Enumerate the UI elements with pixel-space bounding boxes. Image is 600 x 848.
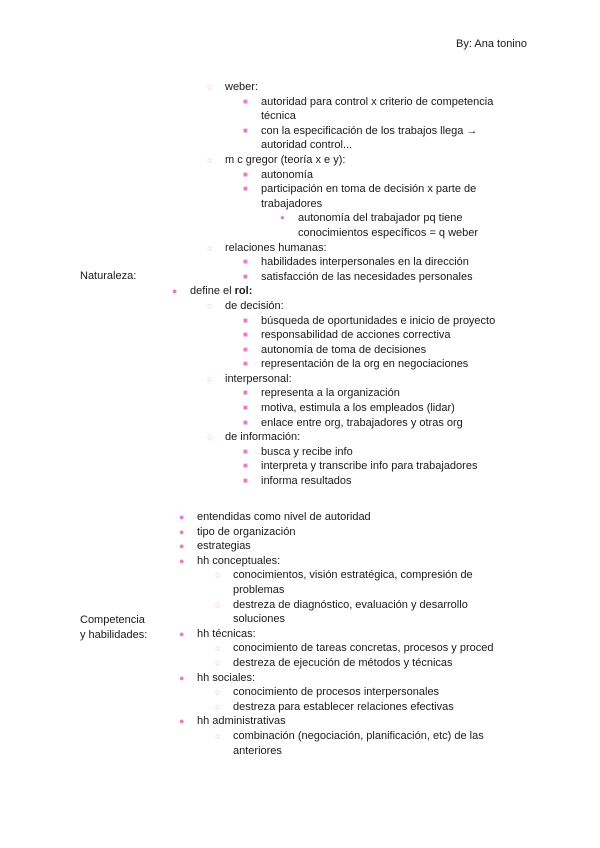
square-bullet-icon: ■ xyxy=(243,344,248,354)
list-item xyxy=(0,729,600,758)
dot-bullet-icon: ● xyxy=(172,286,178,297)
square-bullet-icon: ■ xyxy=(243,359,248,369)
list-item xyxy=(0,656,600,671)
dot-bullet-icon: ● xyxy=(179,628,185,639)
list-item-text xyxy=(190,284,600,299)
square-bullet-icon: ■ xyxy=(243,476,248,486)
list-item-text: m c gregor (teoría x e y): xyxy=(225,153,346,166)
list-item xyxy=(0,182,600,211)
list-item xyxy=(0,539,600,554)
list-item-text: conocimiento de tareas concretas, procesos y proced xyxy=(233,642,494,655)
square-bullet-icon: ■ xyxy=(243,169,248,179)
naturaleza-list xyxy=(0,80,600,489)
circle-bullet-icon: ○ xyxy=(207,154,213,165)
list-item-text: satisfacción de las necesidades personales xyxy=(261,270,473,283)
list-item xyxy=(0,554,600,569)
list-item-text: autonomía xyxy=(261,168,313,181)
list-item-text: tipo de organización xyxy=(197,525,296,538)
list-item xyxy=(0,357,600,372)
list-item xyxy=(0,401,600,416)
list-item xyxy=(0,80,600,95)
list-item-text: problemas xyxy=(233,583,285,596)
list-item xyxy=(0,372,600,387)
list-item-text: hh administrativas xyxy=(197,715,286,728)
square-bullet-icon: ■ xyxy=(243,257,248,267)
dot-bullet-icon: ● xyxy=(179,555,185,566)
circle-bullet-icon: ○ xyxy=(215,687,221,698)
list-item xyxy=(0,168,600,183)
list-item-text: autoridad control... xyxy=(261,139,353,152)
list-item xyxy=(0,568,600,597)
circle-bullet-icon: ○ xyxy=(207,432,213,443)
list-item-text: autonomía del trabajador pq tiene xyxy=(298,212,463,225)
circle-bullet-icon: ○ xyxy=(215,657,221,668)
square-bullet-icon: ■ xyxy=(243,271,248,281)
list-item-text: búsqueda de oportunidades e inicio de proyecto xyxy=(261,314,496,327)
list-item xyxy=(0,714,600,729)
list-item-text: conocimientos específicos = q weber xyxy=(298,226,479,239)
dot-bullet-icon: ● xyxy=(179,512,185,522)
list-item xyxy=(0,211,600,240)
list-item-text: soluciones xyxy=(233,613,285,626)
list-item-text: con la especificación de los trabajos llega → xyxy=(261,124,478,137)
author-credit: By: Ana tonino xyxy=(456,38,527,50)
list-item-text: representación de la org en negociaciones xyxy=(261,358,469,371)
circle-bullet-icon: ○ xyxy=(215,643,221,654)
list-item-text: habilidades interpersonales en la dirección xyxy=(261,256,469,269)
section-label-line: Competencia xyxy=(80,614,145,626)
list-item-text: autonomía de toma de decisiones xyxy=(261,343,427,356)
list-item-text: de información: xyxy=(225,431,301,444)
list-item-text: motiva, estimula a los empleados (lidar) xyxy=(261,402,455,415)
circle-bullet-icon: ○ xyxy=(207,242,213,253)
list-item xyxy=(0,641,600,656)
list-item xyxy=(0,416,600,431)
list-item-text: técnica xyxy=(261,110,296,123)
list-item xyxy=(0,510,600,525)
list-item-text: combinación (negociación, planificación, etc) de las xyxy=(233,729,484,742)
list-item-text: trabajadores xyxy=(261,197,323,210)
section-label-naturaleza: Naturaleza: xyxy=(80,270,137,282)
list-item xyxy=(0,671,600,686)
square-bullet-icon: ■ xyxy=(243,403,248,413)
list-item-text: busca y recibe info xyxy=(261,445,353,458)
list-item-text: de decisión: xyxy=(225,299,284,312)
circle-bullet-icon: ○ xyxy=(207,82,213,92)
list-item-text: participación en toma de decisión x parte de xyxy=(261,183,477,196)
circle-bullet-icon: ○ xyxy=(215,570,221,581)
list-item xyxy=(0,386,600,401)
list-item xyxy=(0,445,600,460)
list-item-text: anteriores xyxy=(233,744,282,757)
list-item-text: conocimiento de procesos interpersonales xyxy=(233,686,440,699)
list-item-text: enlace entre org, trabajadores y otras org xyxy=(261,416,463,429)
competencia-list xyxy=(0,510,600,758)
list-item xyxy=(0,124,600,153)
dot-bullet-icon: ● xyxy=(179,672,185,683)
rol-bold: rol: xyxy=(234,285,253,298)
circle-bullet-icon: ○ xyxy=(207,300,213,311)
list-item xyxy=(0,700,600,715)
dot-bullet-icon: ● xyxy=(179,526,185,537)
square-bullet-icon: ■ xyxy=(243,96,248,106)
list-item xyxy=(0,627,600,642)
list-item xyxy=(0,685,600,700)
list-item-text: interpreta y transcribe info para trabajadores xyxy=(261,460,478,473)
list-item-text: responsabilidad de acciones correctiva xyxy=(261,329,451,342)
list-item xyxy=(0,284,600,299)
square-bullet-icon: ■ xyxy=(243,184,248,194)
list-item xyxy=(0,270,600,285)
list-item xyxy=(0,474,600,489)
circle-bullet-icon: ○ xyxy=(215,730,221,741)
list-item xyxy=(0,153,600,168)
list-item-text: estrategias xyxy=(197,540,251,553)
list-item-text: hh sociales: xyxy=(197,671,256,684)
list-item-text: destreza para establecer relaciones efectivas xyxy=(233,700,454,713)
square-bullet-icon: ■ xyxy=(243,417,248,427)
list-item-text: conocimientos, visión estratégica, compresión de xyxy=(233,569,473,582)
list-item-text: destreza de ejecución de métodos y técnicas xyxy=(233,656,453,669)
list-item-text: informa resultados xyxy=(261,475,352,488)
list-item xyxy=(0,255,600,270)
list-item xyxy=(0,328,600,343)
list-item xyxy=(0,525,600,540)
rol-prefix: define el xyxy=(190,285,235,298)
list-item xyxy=(0,430,600,445)
list-item-text: destreza de diagnóstico, evaluación y desarrollo xyxy=(233,598,468,611)
list-item xyxy=(0,314,600,329)
square-bullet-icon: ■ xyxy=(243,388,248,398)
list-item xyxy=(0,299,600,314)
dot-bullet-icon: ● xyxy=(179,716,185,727)
list-item xyxy=(0,459,600,474)
list-item-text: weber: xyxy=(225,81,259,93)
square-bullet-icon: ■ xyxy=(243,461,248,471)
list-item-text: hh técnicas: xyxy=(197,627,256,640)
square-bullet-icon: ■ xyxy=(243,125,248,135)
dot-bullet-icon: ● xyxy=(280,213,285,223)
dot-bullet-icon: ● xyxy=(179,541,185,552)
list-item xyxy=(0,598,600,627)
list-item-text: entendidas como nivel de autoridad xyxy=(197,511,371,523)
list-item xyxy=(0,343,600,358)
list-item xyxy=(0,241,600,256)
section-label-line: y habilidades: xyxy=(80,628,148,641)
square-bullet-icon: ■ xyxy=(243,315,248,325)
square-bullet-icon: ■ xyxy=(243,330,248,340)
square-bullet-icon: ■ xyxy=(243,446,248,456)
list-item-text: hh conceptuales: xyxy=(197,554,281,567)
circle-bullet-icon: ○ xyxy=(215,701,221,712)
list-item xyxy=(0,95,600,124)
list-item-text: representa a la organización xyxy=(261,387,400,400)
list-item-text: interpersonal: xyxy=(225,372,292,385)
circle-bullet-icon: ○ xyxy=(215,599,221,610)
list-item-text: relaciones humanas: xyxy=(225,241,327,254)
circle-bullet-icon: ○ xyxy=(207,373,213,384)
list-item-text: autoridad para control x criterio de competencia xyxy=(261,95,494,108)
